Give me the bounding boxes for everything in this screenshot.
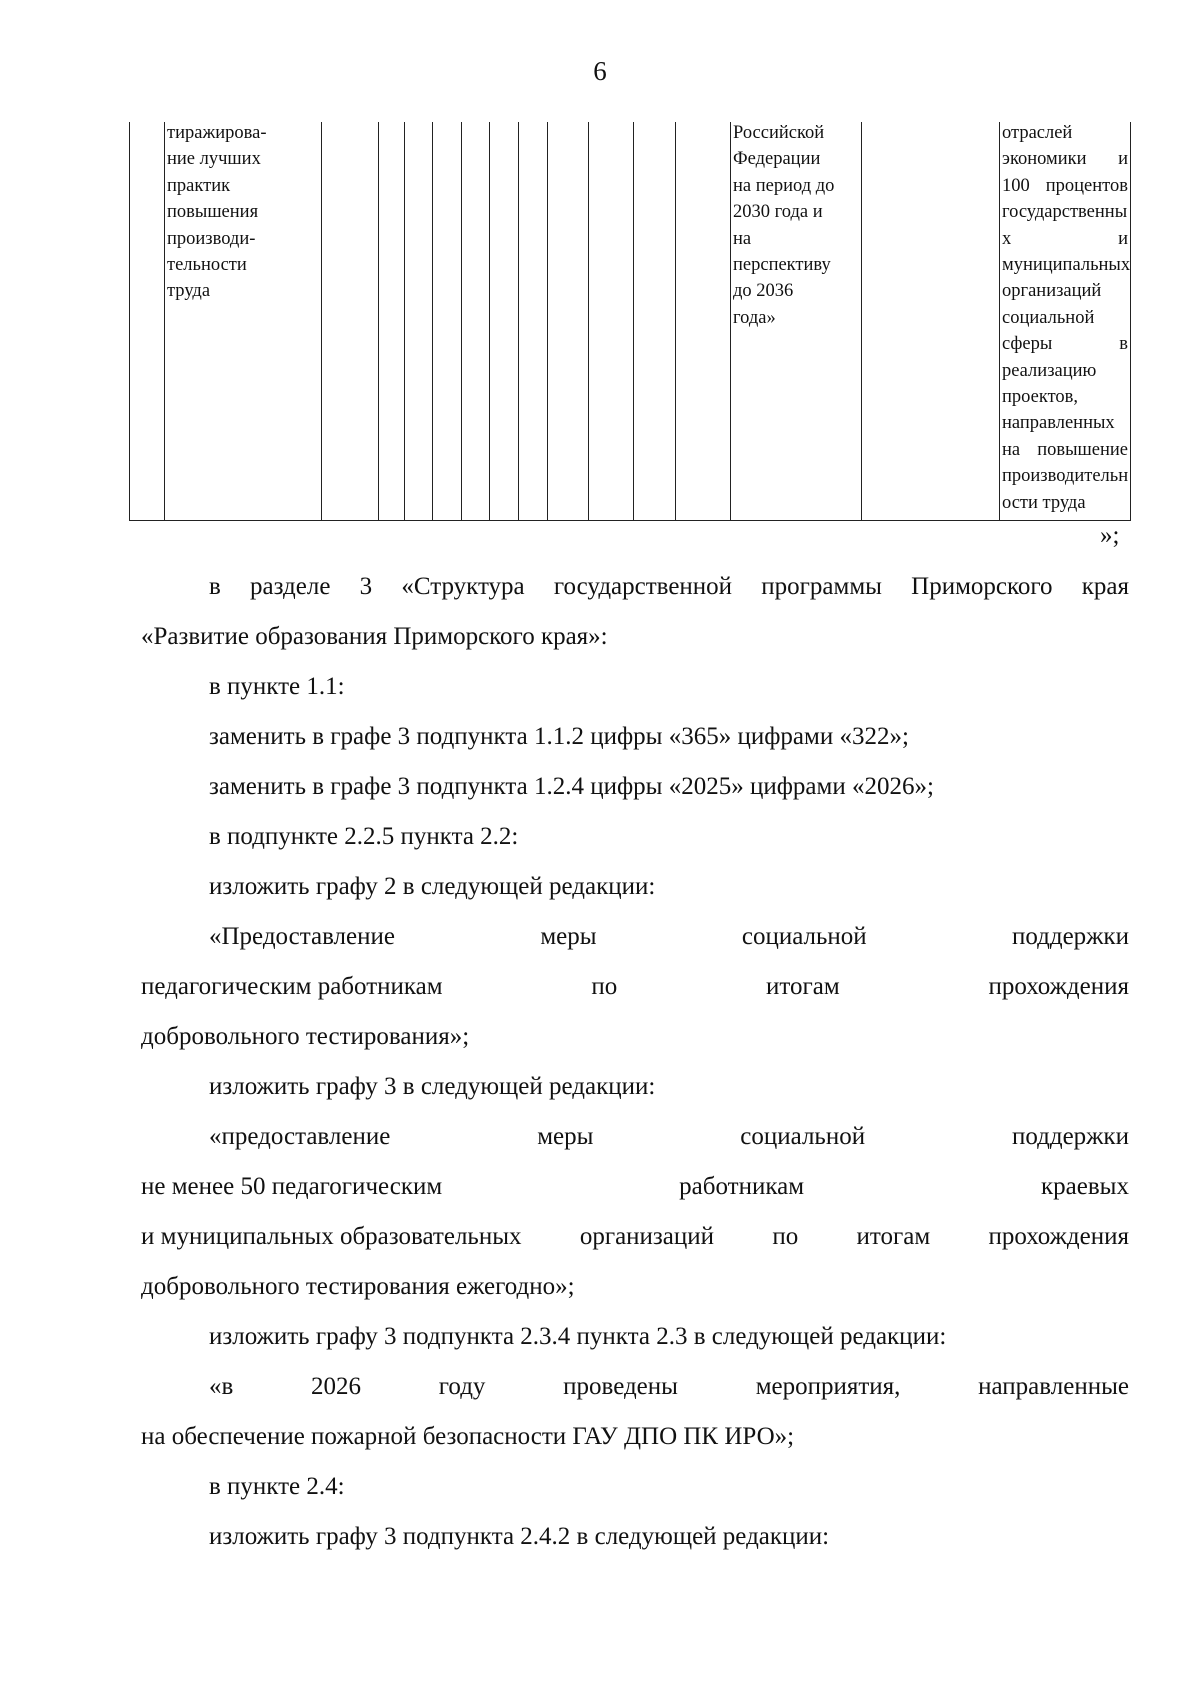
word: меры [540,923,597,950]
word: направленные [978,1373,1129,1400]
paragraph-replace-1-1-2: заменить в графе 3 подпункта 1.1.2 цифры «365» цифрами «322»; [209,723,909,750]
paragraph-quote-3-line-1 [141,1362,1129,1412]
table-fragment [129,122,1131,521]
paragraph-quote-1-line-2 [141,962,1129,1012]
word: социальной [741,923,867,950]
table-cell-line [1002,199,1128,225]
document-body [141,562,1129,1562]
word: программы [761,573,882,600]
word: поддержки [1011,1123,1129,1150]
word: реализацию [1002,360,1097,381]
table-column [634,122,676,520]
word: прохождения [988,973,1129,1000]
table-column [379,122,405,520]
table-column-activity [165,122,322,520]
word: в [1119,334,1128,355]
paragraph-subitem-2-2-5: в подпункте 2.2.5 пункта 2.2: [209,823,519,850]
table-column [519,122,548,520]
table-column [862,122,1000,520]
table-column [405,122,433,520]
table-cell-program: Российской Федерации на период до 2030 года и на перспективу до 2036 года» [733,123,835,328]
word: проектов, [1002,387,1079,408]
table-column [548,122,589,520]
paragraph-quote-1-line-1 [141,912,1129,962]
paragraph-quote-2-line-3 [141,1212,1129,1262]
paragraph-subitem-2-3-4: изложить графу 3 подпункта 2.3.4 пункта 2.3 в следующей редакции: [209,1323,947,1350]
word: не менее 50 педагогическим [141,1173,443,1200]
word: краевых [1041,1173,1129,1200]
table-column [322,122,379,520]
table-cell-activity: тиражирова- ние лучших практик повышения производи- тельности труда [167,123,267,302]
word: муниципальных [1002,255,1131,276]
table-cell-line [1002,173,1128,199]
table-cell-line [1002,146,1128,172]
word: «Структура [401,573,525,600]
word: разделе [250,573,331,600]
word: социальной [1002,307,1095,328]
paragraph-section-3-line-2: «Развитие образования Приморского края»: [141,623,608,650]
word: поддержки [1011,923,1129,950]
paragraph-subitem-2-4-2: изложить графу 3 подпункта 2.4.2 в следующей редакции: [209,1523,830,1550]
word: мероприятия, [755,1373,901,1400]
word: прохождения [988,1223,1129,1250]
paragraph-quote-1-line-3: добровольного тестирования»; [141,1023,470,1050]
word: процентов [1045,175,1128,196]
table-cell-line [1002,120,1128,146]
table-column-program [731,122,862,520]
table-column-number [130,122,165,520]
word: проведены [563,1373,678,1400]
word: государственной [553,573,733,600]
word: 3 [359,573,373,600]
word: повышение [1037,439,1128,460]
paragraph-quote-2-line-1 [141,1112,1129,1162]
paragraph-quote-2-line-4: добровольного тестирования ежегодно»; [141,1273,575,1300]
table-column [589,122,634,520]
word: на [1002,439,1021,460]
table-cell-line [1002,226,1128,252]
word: в [209,573,221,600]
table-column [676,122,731,520]
word: организаций [579,1223,715,1250]
word: направленных [1002,413,1115,434]
paragraph-quote-2-line-2 [141,1162,1129,1212]
word: по [772,1223,799,1250]
word: производительн [1002,466,1129,487]
table-column [490,122,519,520]
word: х [1002,228,1012,249]
word: по [591,973,618,1000]
word: организаций [1002,281,1102,302]
paragraph-item-2-4: в пункте 2.4: [209,1473,345,1500]
word: году [438,1373,486,1400]
paragraph-column-2-edit: изложить графу 2 в следующей редакции: [209,873,656,900]
word: края [1081,573,1129,600]
paragraph-quote-3-line-2: на обеспечение пожарной безопасности ГАУ ДПО ПК ИРО»; [141,1423,795,1450]
word: экономики [1002,149,1087,170]
table-cell-line [1002,490,1128,516]
word: работникам [679,1173,805,1200]
table-cell-line [1002,437,1128,463]
word: сферы [1002,334,1053,355]
page-number: 6 [593,56,607,86]
word: государственны [1002,202,1128,223]
table-cell-line [1002,463,1128,489]
table-cell-line [1002,305,1128,331]
word: и [1118,228,1128,249]
word: 2026 [311,1373,362,1400]
paragraph-column-3-edit: изложить графу 3 в следующей редакции: [209,1073,656,1100]
table-cell-line [1002,278,1128,304]
paragraph-item-1-1: в пункте 1.1: [209,673,345,700]
word: итогам [766,973,840,1000]
word: «предоставление [209,1123,391,1150]
table-cell-line [1002,384,1128,410]
word: «Предоставление [209,923,395,950]
word: меры [537,1123,594,1150]
word: отраслей [1002,123,1073,143]
word: социальной [740,1123,866,1150]
table-cell-line [1002,252,1131,278]
word: «в [209,1373,234,1400]
closing-quote-mark: »; [1100,522,1120,549]
paragraph-section-3-line-1 [141,562,1129,612]
table-cell-line [1002,358,1128,384]
word: и муниципальных образовательных [141,1223,522,1250]
word: и [1118,149,1128,170]
table-column [433,122,462,520]
paragraph-replace-1-2-4: заменить в графе 3 подпункта 1.2.4 цифры «2025» цифрами «2026»; [209,773,934,800]
word: итогам [856,1223,931,1250]
word: педагогическим работникам [141,973,443,1000]
table-cell-line [1002,410,1128,436]
word: Приморского [911,573,1053,600]
table-column-indicator [1000,122,1131,520]
table-cell-line [1002,331,1128,357]
word: 100 [1002,175,1030,196]
word: ости труда [1002,492,1086,513]
table-cell-indicator [1000,120,1130,516]
table-column [462,122,490,520]
